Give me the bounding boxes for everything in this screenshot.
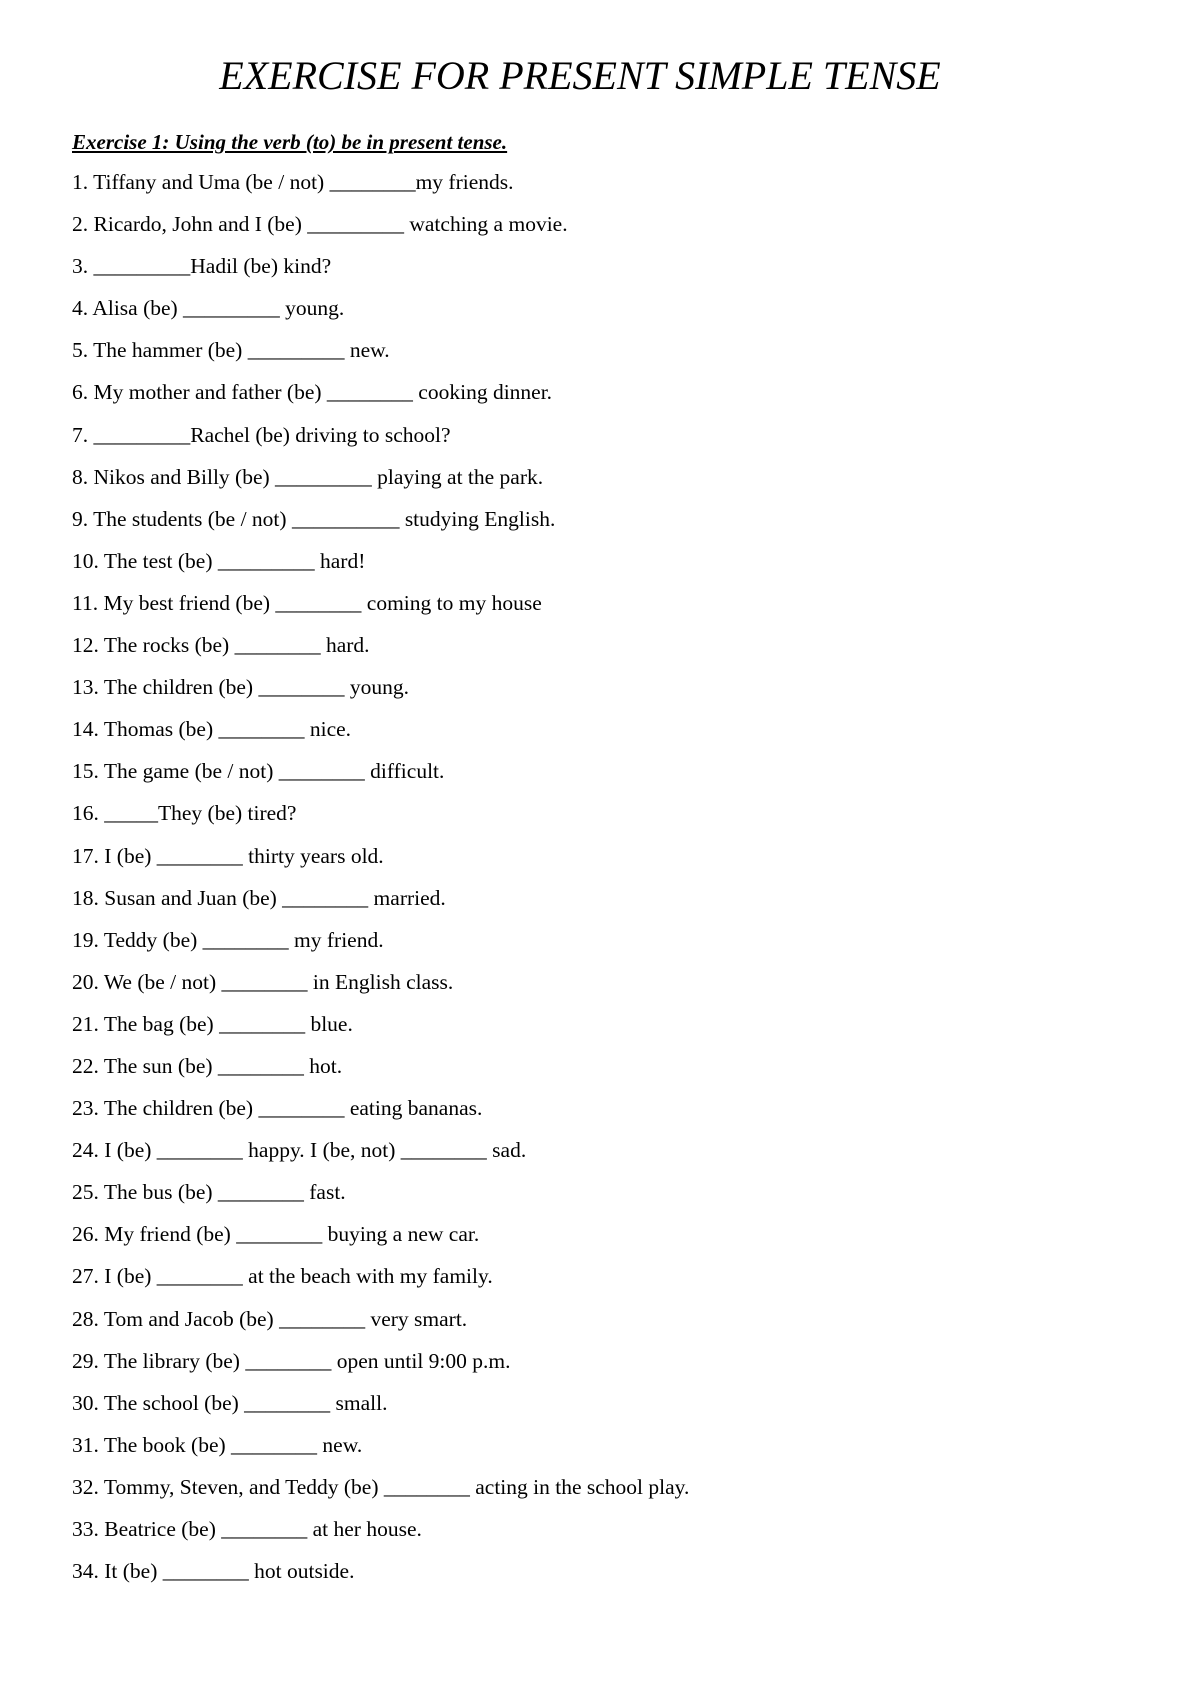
exercise-item: 10. The test (be) _________ hard! — [72, 548, 366, 573]
exercise-item: 24. I (be) ________ happy. I (be, not) ________ sad. — [72, 1138, 527, 1163]
exercise-item: 7. _________Rachel (be) driving to school? — [72, 422, 451, 447]
exercise-item: 18. Susan and Juan (be) ________ married. — [72, 885, 446, 910]
exercise-item: 12. The rocks (be) ________ hard. — [72, 633, 370, 658]
exercise-item: 11. My best friend (be) ________ coming to my house — [72, 590, 542, 615]
exercise-item: 30. The school (be) ________ small. — [72, 1390, 388, 1415]
exercise-item: 17. I (be) ________ thirty years old. — [72, 843, 384, 868]
exercise-item: 20. We (be / not) ________ in English class. — [72, 969, 454, 994]
exercise-item: 6. My mother and father (be) ________ cooking dinner. — [72, 380, 553, 405]
exercise-item: 29. The library (be) ________ open until 9:00 p.m. — [72, 1348, 511, 1373]
exercise-item: 13. The children (be) ________ young. — [72, 675, 409, 700]
exercise-item: 8. Nikos and Billy (be) _________ playing at the park. — [72, 464, 544, 489]
exercise-item: 5. The hammer (be) _________ new. — [72, 338, 390, 363]
exercise-item: 31. The book (be) ________ new. — [72, 1432, 363, 1457]
exercise-item: 23. The children (be) ________ eating bananas. — [72, 1096, 483, 1121]
exercise-item: 14. Thomas (be) ________ nice. — [72, 717, 352, 742]
exercise-item: 16. _____They (be) tired? — [72, 801, 297, 826]
exercise-item: 3. _________Hadil (be) kind? — [72, 254, 332, 279]
exercise-list — [72, 168, 689, 1599]
exercise-item: 9. The students (be / not) __________ studying English. — [72, 506, 556, 531]
exercise-item: 19. Teddy (be) ________ my friend. — [72, 927, 384, 952]
exercise-heading: Exercise 1: Using the verb (to) be in present tense. — [72, 130, 508, 154]
exercise-item: 15. The game (be / not) ________ difficult. — [72, 759, 445, 784]
exercise-item: 34. It (be) ________ hot outside. — [72, 1559, 355, 1584]
exercise-item: 22. The sun (be) ________ hot. — [72, 1053, 343, 1078]
exercise-item: 2. Ricardo, John and I (be) _________ watching a movie. — [72, 212, 568, 237]
worksheet-title: EXERCISE FOR PRESENT SIMPLE TENSE — [219, 53, 941, 98]
exercise-item: 4. Alisa (be) _________ young. — [72, 296, 345, 321]
exercise-item: 27. I (be) ________ at the beach with my family. — [72, 1264, 493, 1289]
exercise-item: 33. Beatrice (be) ________ at her house. — [72, 1517, 422, 1541]
exercise-item: 21. The bag (be) ________ blue. — [72, 1011, 353, 1036]
exercise-item: 26. My friend (be) ________ buying a new car. — [72, 1222, 480, 1247]
exercise-item: 32. Tommy, Steven, and Teddy (be) ________ acting in the school play. — [72, 1474, 690, 1499]
exercise-item: 28. Tom and Jacob (be) ________ very smart. — [72, 1306, 468, 1331]
exercise-item: 25. The bus (be) ________ fast. — [72, 1180, 346, 1205]
exercise-item: 1. Tiffany and Uma (be / not) ________my friends. — [72, 170, 514, 194]
